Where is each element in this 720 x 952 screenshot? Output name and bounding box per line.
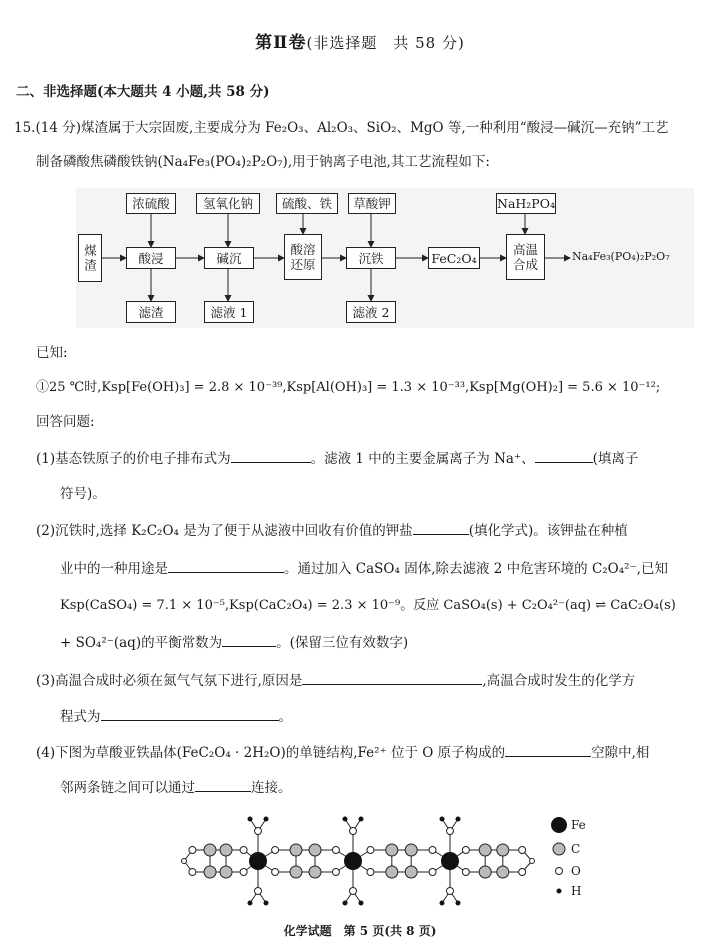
- carbon-atom: [204, 844, 216, 856]
- hydrogen-atom: [343, 817, 348, 822]
- step-iron-precipitation: 沉铁: [346, 247, 396, 269]
- carbon-atom: [220, 844, 232, 856]
- hydrogen-atom: [248, 817, 253, 822]
- reagent-sulfuric-acid-iron: 硫酸、铁: [276, 193, 338, 214]
- known-label: 已知:: [36, 345, 68, 361]
- carbon-atom: [497, 844, 509, 856]
- question-score: (14 分): [35, 120, 81, 136]
- hydrogen-atom: [248, 901, 253, 906]
- carbon-atom: [290, 844, 302, 856]
- oxygen-atom: [367, 847, 374, 854]
- flow-product: Na₄Fe₃(PO₄)₂P₂O₇: [572, 250, 670, 263]
- oxygen-atom: [240, 847, 247, 854]
- reagent-conc-sulfuric-acid: 浓硫酸: [126, 193, 176, 214]
- part2-line2: [60, 558, 668, 579]
- part2-text-a: (2)沉铁时,选择 K₂C₂O₄ 是为了便于从滤液中回收有价值的钾盐: [36, 523, 413, 539]
- oxygen-atom: [272, 847, 279, 854]
- carbon-atom: [290, 866, 302, 878]
- iron-atom: [344, 852, 362, 870]
- part1-line2: 符号)。: [60, 486, 106, 502]
- carbon-atom: [309, 844, 321, 856]
- carbon-atom: [405, 866, 417, 878]
- part4-text-c: 邻两条链之间可以通过: [60, 780, 195, 796]
- legend-h-symbol: [557, 889, 562, 894]
- chain-end-atom: [530, 859, 535, 864]
- part4-text-d: 连接。: [251, 780, 292, 796]
- oxygen-atom: [332, 847, 339, 854]
- step-acid-dissolve-reduce: 酸溶还原: [284, 234, 322, 280]
- part2-line4: [60, 632, 408, 653]
- oxygen-atom: [429, 847, 436, 854]
- question-intro-line2: 制备磷酸焦磷酸铁钠(Na₄Fe₃(PO₄)₂P₂O₇),用于钠离子电池,其工艺流程如下:: [36, 154, 490, 170]
- part3-text-d: 。: [278, 709, 292, 725]
- answer-label: 回答问题:: [36, 414, 95, 430]
- oxygen-atom: [350, 888, 357, 895]
- oxalate-chain-structure: [178, 812, 608, 920]
- legend-fe-symbol: [551, 817, 567, 833]
- legend-o-label: O: [571, 864, 581, 878]
- question-intro-text: 煤渣属于大宗固废,主要成分为 Fe₂O₃、Al₂O₃、SiO₂、MgO 等,一种利用“酸浸—碱沉—充钠”工艺: [81, 120, 669, 136]
- legend-o-symbol: [556, 868, 563, 875]
- step-acid-leaching: 酸浸: [126, 247, 176, 269]
- hydrogen-atom: [440, 817, 445, 822]
- iron-atom: [441, 852, 459, 870]
- chain-structure-svg: [178, 812, 608, 920]
- legend-h-label: H: [571, 884, 582, 898]
- carbon-atom: [405, 844, 417, 856]
- oxygen-atom: [447, 828, 454, 835]
- carbon-atom: [386, 866, 398, 878]
- part2-blank-1[interactable]: [413, 520, 469, 535]
- page-title: [0, 28, 720, 53]
- part1-text-a: (1)基态铁原子的价电子排布式为: [36, 451, 231, 467]
- output-filtrate-2: 滤液 2: [346, 301, 396, 323]
- part1-blank-2[interactable]: [535, 448, 593, 463]
- part2-line1: [36, 520, 628, 541]
- part2-text-d: 。通过加入 CaSO₄ 固体,除去滤液 2 中危害环境的 C₂O₄²⁻,已知: [284, 561, 668, 577]
- reagent-sodium-hydroxide: 氢氧化钠: [196, 193, 260, 214]
- part2-text-b: (填化学式)。该钾盐在种植: [468, 523, 628, 539]
- oxygen-atom: [462, 847, 469, 854]
- part3-blank-1[interactable]: [302, 670, 482, 685]
- part4-text-b: 空隙中,相: [591, 745, 650, 761]
- part2-blank-3[interactable]: [222, 632, 276, 647]
- part3-text-a: (3)高温合成时必须在氮气气氛下进行,原因是: [36, 673, 303, 689]
- hydrogen-atom: [359, 901, 364, 906]
- oxygen-atom: [255, 888, 262, 895]
- oxygen-atom: [367, 869, 374, 876]
- carbon-atom: [204, 866, 216, 878]
- part2-text-f: + SO₄²⁻(aq)的平衡常数为: [60, 635, 223, 651]
- reagent-nah2po4: NaH₂PO₄: [496, 193, 556, 214]
- hydrogen-atom: [440, 901, 445, 906]
- part3-blank-2[interactable]: [101, 706, 279, 721]
- part3-line1: [36, 670, 635, 691]
- part4-line2: [60, 777, 292, 798]
- part1-line1: [36, 448, 638, 469]
- part4-blank-1[interactable]: [505, 742, 591, 757]
- step-high-temp-synthesis: 高温合成: [506, 234, 545, 280]
- legend-c-symbol: [553, 843, 565, 855]
- section-heading: 二、非选择题(本大题共 4 小题,共 58 分): [16, 84, 270, 100]
- carbon-atom: [220, 866, 232, 878]
- hydrogen-atom: [264, 817, 269, 822]
- hydrogen-atom: [343, 901, 348, 906]
- oxygen-atom: [429, 869, 436, 876]
- part2-text-g: 。(保留三位有效数字): [276, 635, 409, 651]
- hydrogen-atom: [359, 817, 364, 822]
- part3-line2: [60, 706, 292, 727]
- title-sub: (非选择题 共 58 分): [306, 34, 465, 52]
- part1-blank-1[interactable]: [231, 448, 311, 463]
- part4-line1: [36, 742, 649, 763]
- part2-text-c: 业中的一种用途是: [60, 561, 168, 577]
- known-ksp-values: ①25 ℃时,Ksp[Fe(OH)₃] = 2.8 × 10⁻³⁹,Ksp[Al(OH)₃] = 1.3 × 10⁻³³,Ksp[Mg(OH)₂] = 5.6 × 10⁻¹²;: [36, 380, 661, 395]
- oxygen-atom: [462, 869, 469, 876]
- output-filtrate-1: 滤液 1: [204, 301, 254, 323]
- intermediate-fec2o4: FeC₂O₄: [428, 247, 480, 269]
- flow-start-coal-slag: 煤渣: [78, 234, 102, 282]
- oxygen-atom: [240, 869, 247, 876]
- oxygen-atom: [189, 847, 196, 854]
- carbon-atom: [309, 866, 321, 878]
- oxygen-atom: [519, 847, 526, 854]
- iron-atom: [249, 852, 267, 870]
- part1-text-b: 。滤液 1 中的主要金属离子为 Na⁺、: [310, 451, 535, 467]
- output-residue: 滤渣: [126, 301, 176, 323]
- title-main: 第Ⅱ卷: [255, 33, 307, 53]
- carbon-atom: [497, 866, 509, 878]
- question-intro-line1: [14, 118, 669, 138]
- part4-blank-2[interactable]: [195, 777, 251, 792]
- carbon-atom: [479, 866, 491, 878]
- question-number: 15.: [14, 120, 36, 136]
- process-flowchart: [76, 188, 694, 328]
- hydrogen-atom: [456, 901, 461, 906]
- oxygen-atom: [447, 888, 454, 895]
- part2-line3: Ksp(CaSO₄) = 7.1 × 10⁻⁵,Ksp(CaC₂O₄) = 2.3 × 10⁻⁹。反应 CaSO₄(s) + C₂O₄²⁻(aq) ⇌ CaC₂O₄(s): [60, 598, 676, 613]
- part1-text-c: (填离子: [592, 451, 639, 467]
- chain-end-atom: [182, 859, 187, 864]
- legend-c-label: C: [571, 842, 581, 856]
- oxygen-atom: [519, 869, 526, 876]
- page-footer: 化学试题 第 5 页(共 8 页): [283, 924, 437, 938]
- oxygen-atom: [272, 869, 279, 876]
- reagent-potassium-oxalate: 草酸钾: [348, 193, 396, 214]
- step-alkali-precipitation: 碱沉: [204, 247, 254, 269]
- part3-text-b: ,高温合成时发生的化学方: [482, 673, 636, 689]
- hydrogen-atom: [264, 901, 269, 906]
- carbon-atom: [479, 844, 491, 856]
- oxygen-atom: [189, 869, 196, 876]
- oxygen-atom: [350, 828, 357, 835]
- part3-text-c: 程式为: [60, 709, 101, 725]
- legend-fe-label: Fe: [571, 818, 586, 832]
- carbon-atom: [386, 844, 398, 856]
- part4-text-a: (4)下图为草酸亚铁晶体(FeC₂O₄ · 2H₂O)的单链结构,Fe²⁺ 位于 O 原子构成的: [36, 745, 506, 761]
- part2-blank-2[interactable]: [168, 558, 284, 573]
- hydrogen-atom: [456, 817, 461, 822]
- oxygen-atom: [332, 869, 339, 876]
- oxygen-atom: [255, 828, 262, 835]
